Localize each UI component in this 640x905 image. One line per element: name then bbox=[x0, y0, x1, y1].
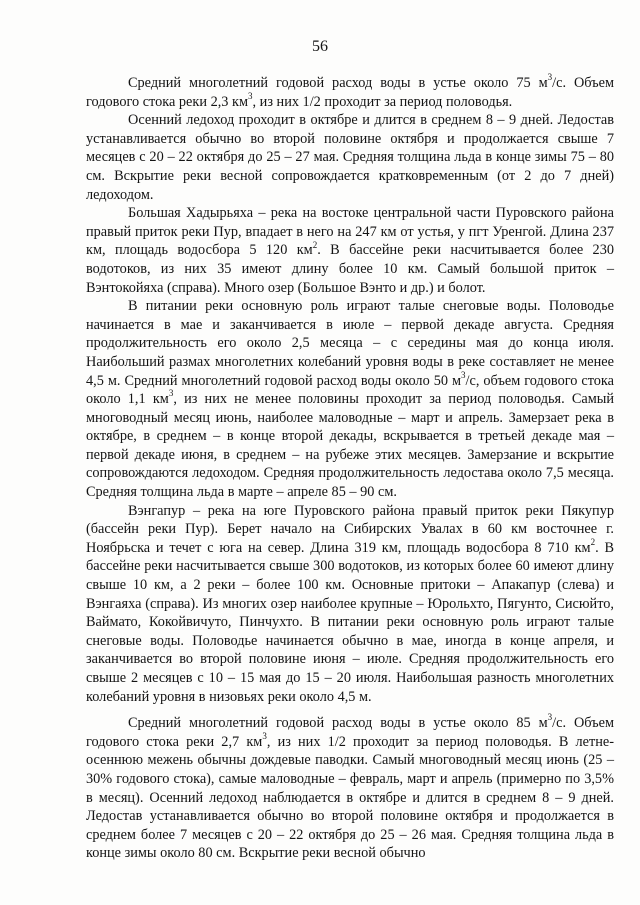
text-run: , из них 1/2 проходит за период половодья. bbox=[252, 93, 513, 110]
superscript: 2 bbox=[590, 537, 596, 548]
paragraph-5 bbox=[86, 502, 614, 707]
text-run: Средний многолетний годовой расход воды в устье около 85 м bbox=[128, 715, 548, 732]
text-run: Большая Хадырьяха – река на востоке центральной части Пуровского района правый приток реки Пур, впадает в него на 247 км от устья, у пгт Уренгой. Длина 237 км, площадь водосбора 5 120 км bbox=[86, 205, 614, 259]
text-run: Вэнгапур – река на юге Пуровского района правый приток реки Пякупур (бассейн реки Пур). Берет начало на Сибирских Увалах в 60 км восточнее г. Ноябрьска и течет с юга на север. Длина 319 км, площадь водосбора 8 710 км bbox=[86, 502, 614, 556]
paragraph-4 bbox=[86, 297, 614, 502]
text-run: /с, объем годового стока около 1,1 км bbox=[86, 372, 614, 408]
paragraph-2 bbox=[86, 111, 614, 204]
text-run: . В бассейне реки насчитывается более 230 водотоков, из них 35 имеют длину более 10 км. Самый большой приток – Вэнтокойяха (справа). Много озер (Большое Вэнто и др.) и болот. bbox=[86, 242, 614, 296]
superscript: 3 bbox=[262, 731, 267, 742]
text-run: /с. Объем годового стока реки 2,7 км bbox=[86, 715, 614, 750]
superscript: 2 bbox=[312, 239, 318, 250]
superscript: 3 bbox=[547, 72, 553, 83]
text-run: Осенний ледоход проходит в октябре и длится в среднем 8 – 9 дней. Ледостав устанавливается обычно во второй половине октября и продолжается свыше 7 месяцев с 20 – 22 октября до 25 – 27 мая. Средняя толщина льда в конце зимы 75 – 80 см. Вскрытие реки весной сопровождается кратковременным (от 2 до 7 дней) ледоходом. bbox=[86, 112, 614, 203]
page-number: 56 bbox=[312, 38, 328, 55]
text-run: /с. Объем годового стока реки 2,3 км bbox=[86, 75, 614, 110]
text-run: . В бассейне реки насчитывается свыше 300 водотоков, из которых более 60 имеют длину свыше 10 км, а 2 реки – более 100 км. Основные притоки – Апакапур (слева) и Вэнгаяха (справа). Из многих озер наиболее крупные – Юрольхто, Пягунто, Сисюйто, Ваймато, Кокойвичуто, Пинчухто. В питании реки основную роль играют талые снеговые воды. Половодье начинается обычно в мае, иногда в конце апреля, и заканчивается во второй половине июня – июле. Средняя продолжительность его свыше 2 месяцев с 10 – 15 мая до 15 – 20 июля. Наибольшая разность многолетних колебаний уровня в низовьях реки около 4,5 м. bbox=[86, 539, 614, 705]
superscript: 3 bbox=[461, 369, 466, 380]
text-run: , из них не менее половины проходит за период половодья. Самый многоводный месяц июнь, наиболее маловодные – март и апрель. Замерзает река в октябре, в среднем – в конце второй декады, вскрывается в третьей декаде мая – первой декаде июня, в среднем – на рубеже этих месяцев. Замерзание и вскрытие сопровождаются ледоходом. Средняя продолжительность ледостава около 7,5 месяца. Средняя толщина льда в марте – апреле 85 – 90 см. bbox=[86, 391, 614, 501]
text-run: Средний многолетний годовой расход воды в устье около 75 м bbox=[128, 75, 548, 91]
superscript: 3 bbox=[248, 90, 253, 101]
superscript: 3 bbox=[168, 388, 174, 399]
text-run: , из них 1/2 проходит за период половодья. В летне-осеннюю межень обычны дождевые паводки. Самый многоводный месяц июнь (25 – 30% годового стока), самые маловодные – февраль, март и апрель (примерно по 3,5% в месяц). Осенний ледоход наблюдается в октябре и длится в среднем 8 – 9 дней. Ледостав устанавливается обычно во второй половине октября и продолжается в среднем более 7 месяцев с 20 – 22 октября до 25 – 26 мая. Средняя толщина льда в конце зимы около 80 см. Вскрытие реки весной обычно bbox=[86, 733, 614, 862]
superscript: 3 bbox=[547, 712, 553, 723]
text-run: В питании реки основную роль играют талые снеговые воды. Половодье начинается в мае и заканчивается в июле – первой декаде августа. Средняя продолжительность его около 2,5 месяца – с середины мая до конца июля. Наибольший размах многолетних колебаний уровня воды в реке составляет не менее 4,5 м. Средний многолетний годовой расход воды около 50 м bbox=[86, 298, 614, 389]
paragraph-3 bbox=[86, 204, 614, 297]
body-text bbox=[86, 74, 614, 863]
paragraph-6 bbox=[86, 714, 614, 863]
paragraph-1 bbox=[86, 74, 614, 111]
